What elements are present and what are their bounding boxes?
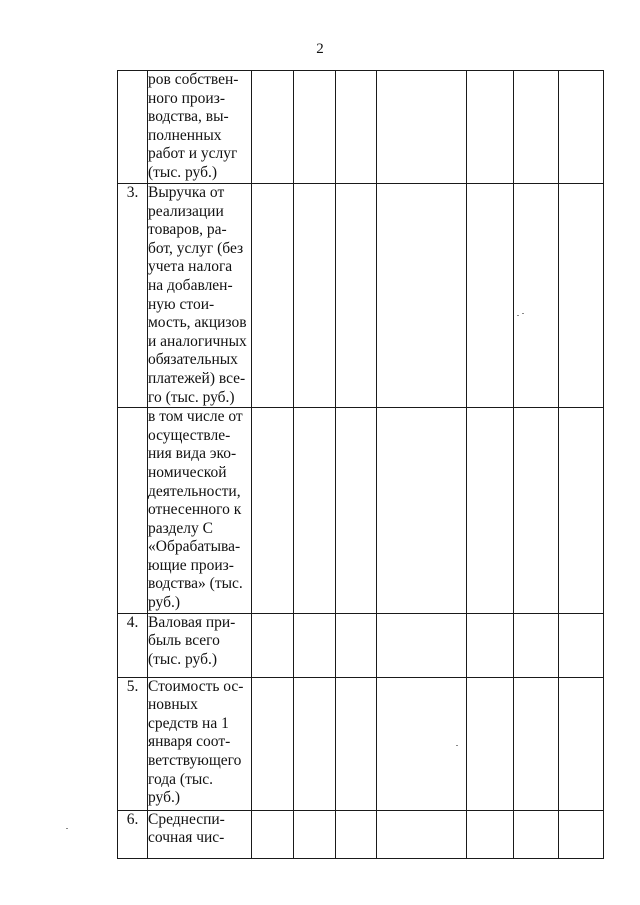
description-line: января соот-	[148, 733, 231, 751]
description-line: ветствующего	[148, 752, 242, 770]
value-cell[interactable]	[467, 810, 514, 858]
value-cell[interactable]	[294, 810, 336, 858]
description-line: в том числе от	[148, 408, 243, 426]
value-cell[interactable]	[377, 71, 467, 184]
description-line: полненных	[148, 126, 222, 144]
indicator-description	[148, 613, 252, 677]
description-line: «Обрабатыва-	[148, 538, 241, 556]
table-row	[118, 408, 604, 614]
value-cell[interactable]	[294, 408, 336, 614]
description-line: средств на 1	[148, 714, 229, 732]
value-cell[interactable]	[559, 408, 604, 614]
description-line: ного произ-	[148, 89, 226, 107]
scan-speck	[517, 315, 519, 316]
value-cell[interactable]	[377, 810, 467, 858]
value-cell[interactable]	[294, 71, 336, 184]
value-cell[interactable]	[377, 613, 467, 677]
description-line: Среднеспи-	[148, 810, 225, 828]
description-line: Выручка от	[148, 184, 225, 201]
description-line: новных	[148, 696, 198, 714]
description-line: года (тыс.	[148, 770, 214, 788]
value-cell[interactable]	[336, 408, 377, 614]
description-line: Валовая при-	[148, 613, 236, 631]
value-cell[interactable]	[467, 613, 514, 677]
description-line: обязательных	[148, 351, 238, 369]
description-line: Стоимость ос-	[148, 677, 244, 695]
value-cell[interactable]	[294, 677, 336, 810]
row-number: 6.	[118, 810, 148, 858]
table-row	[118, 613, 604, 677]
indicator-description	[148, 408, 252, 614]
value-cell[interactable]	[514, 810, 559, 858]
value-cell[interactable]	[252, 677, 294, 810]
row-number	[118, 408, 148, 614]
indicator-description	[148, 184, 252, 408]
description-line: учета налога	[148, 258, 233, 276]
table-row	[118, 810, 604, 858]
description-line: го (тыс. руб.)	[148, 388, 235, 406]
value-cell[interactable]	[467, 71, 514, 184]
description-line: отнесенного к	[148, 501, 242, 519]
value-cell[interactable]	[559, 677, 604, 810]
description-line: платежей) все-	[148, 369, 246, 387]
description-line: руб.)	[148, 789, 181, 807]
description-line: быль всего	[148, 632, 220, 650]
value-cell[interactable]	[514, 613, 559, 677]
row-number: 4.	[118, 613, 148, 677]
indicator-description	[148, 71, 252, 184]
description-line: бот, услуг (без	[148, 239, 244, 257]
value-cell[interactable]	[294, 184, 336, 408]
description-line: товаров, ра-	[148, 221, 227, 239]
value-cell[interactable]	[336, 613, 377, 677]
row-number	[118, 71, 148, 184]
value-cell[interactable]	[559, 184, 604, 408]
value-cell[interactable]	[336, 677, 377, 810]
description-line: работ и услуг	[148, 145, 238, 163]
scan-speck	[456, 745, 458, 746]
row-number: 5.	[118, 677, 148, 810]
description-line: (тыс. руб.)	[148, 163, 217, 181]
value-cell[interactable]	[467, 677, 514, 810]
value-cell[interactable]	[467, 408, 514, 614]
table-row	[118, 677, 604, 810]
page-number: 2	[316, 41, 324, 57]
indicator-description	[148, 677, 252, 810]
value-cell[interactable]	[252, 71, 294, 184]
description-line: номической	[148, 463, 227, 481]
value-cell[interactable]	[252, 184, 294, 408]
value-cell[interactable]	[252, 408, 294, 614]
description-line: на добавлен-	[148, 276, 233, 294]
value-cell[interactable]	[336, 71, 377, 184]
description-line: реализации	[148, 202, 224, 220]
description-line: руб.)	[148, 594, 181, 612]
table-row	[118, 71, 604, 184]
description-line: ющие произ-	[148, 556, 234, 574]
value-cell[interactable]	[514, 184, 559, 408]
indicator-description	[148, 810, 252, 858]
description-line: ную стои-	[148, 295, 215, 313]
scan-speck	[66, 828, 68, 829]
value-cell[interactable]	[377, 408, 467, 614]
value-cell[interactable]	[467, 184, 514, 408]
indicators-table	[117, 70, 604, 859]
value-cell[interactable]	[294, 613, 336, 677]
description-line: ров собствен-	[148, 71, 239, 88]
value-cell[interactable]	[336, 184, 377, 408]
value-cell[interactable]	[252, 613, 294, 677]
value-cell[interactable]	[514, 71, 559, 184]
value-cell[interactable]	[514, 408, 559, 614]
value-cell[interactable]	[377, 184, 467, 408]
description-line: сочная чис-	[148, 829, 225, 847]
description-line: деятельности,	[148, 482, 241, 500]
value-cell[interactable]	[336, 810, 377, 858]
value-cell[interactable]	[559, 613, 604, 677]
description-line: осуществле-	[148, 426, 231, 444]
value-cell[interactable]	[377, 677, 467, 810]
table-row	[118, 184, 604, 408]
row-number: 3.	[118, 184, 148, 408]
description-line: водства, вы-	[148, 108, 229, 126]
value-cell[interactable]	[559, 810, 604, 858]
description-line: и аналогичных	[148, 332, 247, 350]
description-line: ния вида эко-	[148, 445, 237, 463]
description-line: (тыс. руб.)	[148, 650, 217, 668]
scan-speck	[522, 313, 524, 314]
description-line: разделу С	[148, 519, 213, 537]
description-line: мость, акцизов	[148, 314, 247, 332]
value-cell[interactable]	[514, 677, 559, 810]
description-line: водства» (тыс.	[148, 575, 243, 593]
value-cell[interactable]	[252, 810, 294, 858]
value-cell[interactable]	[559, 71, 604, 184]
